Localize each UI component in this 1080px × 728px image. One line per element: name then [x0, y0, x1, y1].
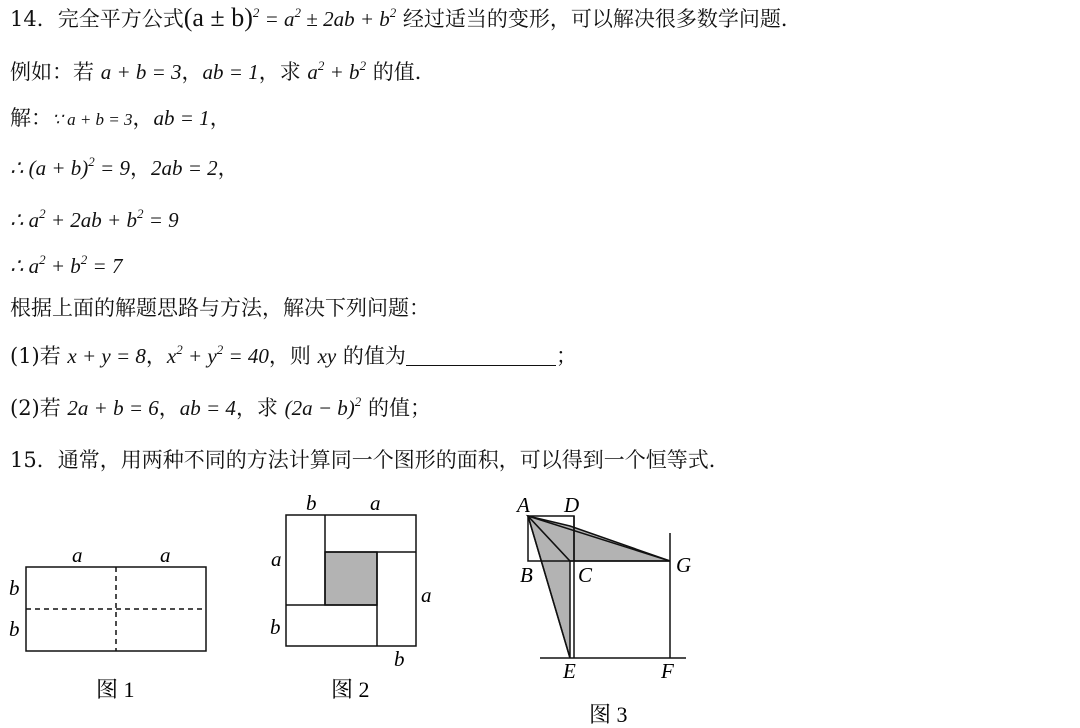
- fig3-label-A: A: [517, 493, 530, 517]
- q2-post: 的值；: [361, 396, 431, 420]
- q1-exp2: 2: [216, 342, 224, 357]
- intro-post: 经过适当的变形，可以解决很多数学问题．: [396, 7, 802, 31]
- fig3-label-F: F: [661, 659, 674, 683]
- q2-math1: 2a + b = 6: [67, 396, 159, 420]
- q2-sep: ，: [158, 396, 180, 420]
- example-math1: a + b = 3: [100, 60, 182, 84]
- intro-text: 完全平方公式: [57, 7, 184, 31]
- fig3-label-G: G: [676, 553, 692, 577]
- q1-end: ；: [555, 344, 577, 368]
- q2-math2: ab = 4: [179, 396, 236, 420]
- figure-1: [26, 567, 206, 651]
- example-math4: + b: [324, 60, 360, 84]
- example-exp2: 2: [359, 58, 367, 73]
- fig2-label-a-left: a: [271, 547, 282, 571]
- sol4-exp2: 2: [80, 252, 88, 267]
- sol4-end: = 7: [87, 254, 123, 278]
- q1-math4: = 40: [223, 344, 269, 368]
- sol3-exp2: 2: [136, 206, 144, 221]
- q1-then: ，则: [268, 344, 318, 368]
- fig3-label-B: B: [520, 563, 533, 587]
- sol4-mid: + b: [45, 254, 81, 278]
- sol4-exp: 2: [39, 252, 46, 267]
- fig3-label-D: D: [564, 493, 580, 517]
- figure-2: [286, 515, 416, 646]
- figure-3: [528, 516, 686, 658]
- sol1-end: ，: [209, 106, 231, 130]
- q1-math1: x + y = 8: [67, 344, 146, 368]
- formula-mid: ± 2ab + b: [301, 7, 390, 31]
- q1-sep: ，: [145, 344, 167, 368]
- example-post: 的值．: [366, 60, 436, 84]
- example-math2: ab = 1: [202, 60, 259, 84]
- q1-exp1: 2: [176, 342, 183, 357]
- q1-math3: + y: [182, 344, 217, 368]
- formula-b-exp: 2: [389, 5, 397, 20]
- sol1-sep: ，: [132, 106, 154, 130]
- fig3-caption: 图 3: [589, 702, 628, 727]
- fig2-label-a-top: a: [370, 491, 381, 515]
- example-sep: ，: [181, 60, 203, 84]
- sol2-end: ，: [217, 156, 239, 180]
- formula-a-exp: 2: [294, 5, 302, 20]
- sol2-sep: ，: [129, 156, 151, 180]
- task-intro: 根据上面的解题思路与方法，解决下列问题：: [10, 296, 430, 320]
- fig1-caption: 图 1: [96, 677, 135, 702]
- q2-exp: 2: [354, 394, 362, 409]
- sol2-math2: 2ab = 2: [150, 156, 218, 180]
- example-pre: 例如：若: [10, 60, 101, 84]
- problem-number: 15．: [10, 448, 58, 472]
- fig2-caption: 图 2: [331, 677, 370, 702]
- example-exp1: 2: [317, 58, 325, 73]
- q1-math2: x: [166, 344, 177, 368]
- q2-math3: (2a − b): [284, 396, 355, 420]
- fig2-label-b-bottom: b: [394, 647, 405, 671]
- formula-exp: 2: [252, 5, 260, 20]
- sol1-math: ∵ a + b = 3: [52, 110, 133, 129]
- solution-label: 解：: [10, 106, 52, 130]
- fig2-label-b-left: b: [270, 615, 281, 639]
- fig1-label-b2: b: [9, 617, 20, 641]
- sol1-math2: ab = 1: [153, 106, 210, 130]
- fig1-label-a1: a: [72, 543, 83, 567]
- sol3-end: = 9: [143, 208, 179, 232]
- sol2-exp: 2: [88, 154, 95, 169]
- fig1-label-a2: a: [160, 543, 171, 567]
- example-math3: a: [307, 60, 318, 84]
- formula-a: = a: [259, 7, 295, 31]
- sol2-rest: = 9: [94, 156, 130, 180]
- q2-ask: ，求: [235, 396, 285, 420]
- q1-post: 的值为: [336, 344, 406, 368]
- fig3-label-C: C: [578, 563, 593, 587]
- example-ask: ，求: [258, 60, 308, 84]
- sol2-math: ∴ (a + b): [10, 156, 89, 180]
- formula-base: (a ± b): [183, 3, 253, 32]
- fig1-label-b1: b: [9, 576, 20, 600]
- fig2-label-b-top: b: [306, 491, 317, 515]
- q1-pre: (1)若: [10, 344, 68, 368]
- fig2-shaded-square: [325, 552, 377, 605]
- problem15-text: 通常，用两种不同的方法计算同一个图形的面积，可以得到一个恒等式．: [57, 448, 730, 472]
- sol3-math: ∴ a: [10, 208, 40, 232]
- fig3-label-E: E: [563, 659, 576, 683]
- sol3-exp: 2: [39, 206, 46, 221]
- problem-number: 14．: [10, 7, 58, 31]
- q1-xy: xy: [317, 344, 337, 368]
- sol3-mid: + 2ab + b: [45, 208, 137, 232]
- q2-pre: (2)若: [10, 396, 68, 420]
- sol4-math: ∴ a: [10, 254, 40, 278]
- fig2-label-a-right: a: [421, 583, 432, 607]
